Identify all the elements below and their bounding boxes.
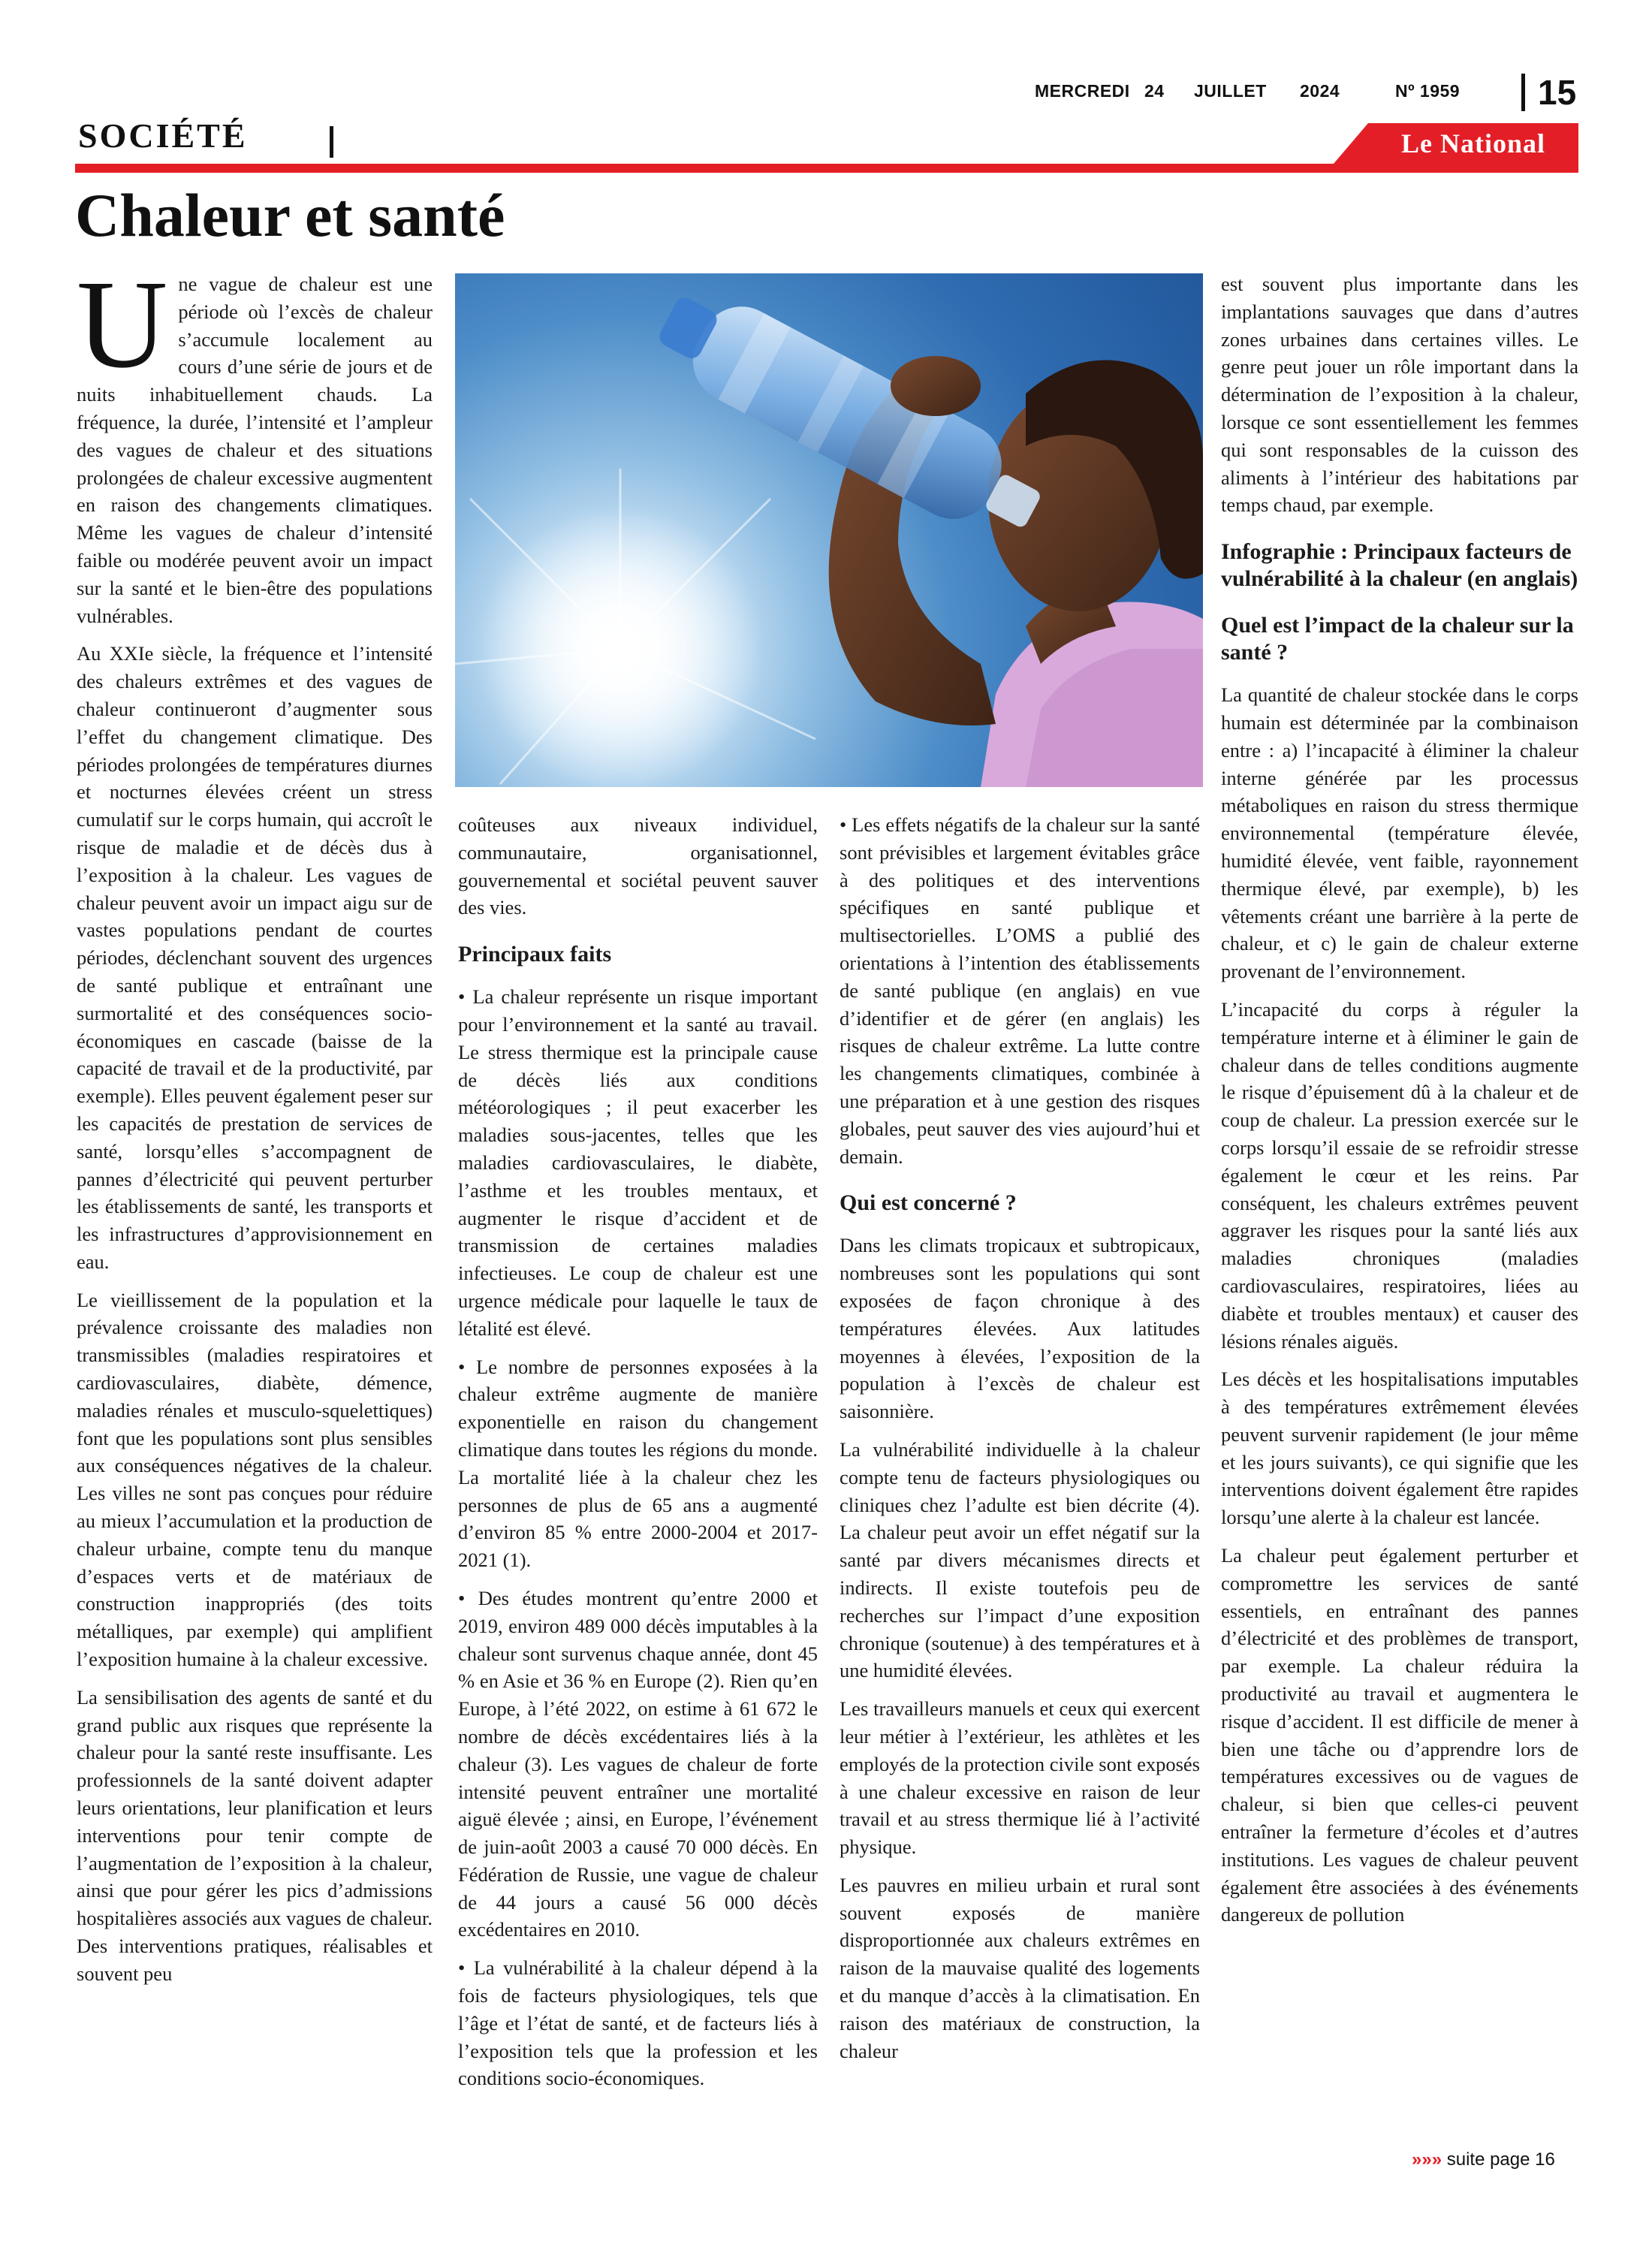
hand (891, 356, 981, 416)
bullet-point: • Des études montrent qu’entre 2000 et 2019, environ 489 000 décès imputables à la chaleur sont survenus chaque année, dont 45 % en Asie et 36 % en Europe (2). Rien qu’en Europe, à l’été 2022, on estime à 61 672 le nombre de décès excédentaires liés à la chaleur (3). Les vagues de chaleur de forte intensité peuvent entraîner une mortalité aiguë élevée ; ainsi, en Europe, l’événement de juin-août 2003 a causé 70 000 décès. En Fédération de Russie, une vague de chaleur de 44 jours a causé 56 000 décès excédentaires en 2010. (458, 1586, 818, 1941)
bullet-point: • La vulnérabilité à la chaleur dépend à la fois de facteurs physiologiques, tels que l’âge et l’état de santé, et de facteurs liés à l’exposition tels que la profession et les conditions socio-économiques. (458, 1956, 818, 2090)
paragraph: coûteuses aux niveaux individuel, communautaire, organisationnel, gouvernemental et sociétal peuvent sauver des vies. (458, 813, 818, 919)
issue-month: JUILLET (1194, 81, 1267, 101)
drop-cap: U (77, 255, 168, 394)
paragraph: Les décès et les hospitalisations imputables à des températures extrêmement élevées peuvent survenir rapidement (le jour même et les jours suivants), ce qui signifie que les interventions doivent également être rapides lorsqu’une alerte à la chaleur est lancée. (1221, 1368, 1578, 1529)
intro-text: ne vague de chaleur est une période où l’excès de chaleur s’accumule localement au cours d’une série de jours et de nuits inhabituellement chauds. La fréquence, la durée, l’intensité et l’ampleur des vagues de chaleur et des situations prolongées de chaleur excessive augmentent en raison des changements climatiques. Même les vagues de chaleur d’intensité faible ou modérée peuvent avoir un impact sur la santé et le bien-être des populations vulnérables. (77, 273, 433, 627)
issue-date: 24 (1144, 81, 1165, 101)
paragraph: La vulnérabilité individuelle à la chaleur compte tenu de facteurs physiologiques ou cliniques chez l’adulte est bien décrite (4). La chaleur peut avoir un effet négatif sur la santé par divers mécanismes directs et indirects. Il existe toutefois peu de recherches sur l’impact d’une exposition chronique (soutenue) à des températures et à une humidité élevées. (840, 1437, 1200, 1682)
paragraph: est souvent plus importante dans les implantations sauvages que dans d’autres zones urbaines dans certaines villes. Le genre peut jouer un rôle important dans la détermination de l’exposition à la chaleur, lorsque ce sont essentiellement les femmes qui sont responsables de la cuisson des aliments à l’intérieur des habitations par temps chaud, par exemple. (1221, 273, 1578, 517)
column-1 (77, 255, 433, 1998)
page-number-divider (1521, 74, 1525, 111)
newspaper-brand: Le National (1400, 128, 1545, 158)
article-photo (455, 273, 1203, 787)
paragraph: Le vieillissement de la population et la prévalence croissante des maladies non transmissibles (maladies respiratoires et cardiovasculaires, diabète, démence, maladies rénales et musculo-squelettiques) font que les populations sont plus sensibles aux conséquences négatives de la chaleur. Les villes ne sont pas conçues pour réduire au mieux l’accumulation et la production de chaleur urbaine, compte tenu du manque d’espaces verts et de matériaux de construction inappropriés (des toits métalliques, par exemple) qui amplifient l’exposition humaine à la chaleur excessive. (77, 1288, 433, 1671)
continued-text: suite page 16 (1446, 2149, 1555, 2170)
paragraph: La sensibilisation des agents de santé et du grand public aux risques que représente la chaleur pour la santé reste insuffisante. Les professionnels de la santé doivent adapter leurs orientations, leur planification et leurs interventions pour tenir compte de l’augmentation de l’exposition à la chaleur, ainsi que pour gérer les pics d’admissions hospitalières associés aux vagues de chaleur. Des interventions pratiques, réalisables et souvent peu (77, 1685, 433, 1985)
intro-paragraph (77, 255, 433, 629)
continued-on[interactable] (1412, 2149, 1555, 2170)
bullet-point: • Les effets négatifs de la chaleur sur la santé sont prévisibles et largement évitables grâce à des politiques et des interventions spécifiques en santé publique et multisectorielles. L’OMS a publié des orientations à l’intention des établissements de santé publique (en anglais) en vue d’identifier et de gérer (en anglais) les risques de chaleur extrême. La lutte contre les changements climatiques, combinée à une préparation et à une gestion des risques globales, peut sauver des vies aujourd’hui et demain. (840, 813, 1200, 1168)
paragraph: La chaleur peut également perturber et compromettre les services de santé essentiels, en entraînant des pannes d’électricité et des problèmes de transport, par exemple. La chaleur réduira la productivité au travail et augmentera le risque d’accident. Il est difficile de mener à bien une tâche ou d’apprendre lors de températures excessives ou de vagues de chaleur, si bien que celles-ci peuvent entraîner la fermeture d’écoles et d’autres institutions. Les vagues de chaleur peuvent également être associées à des événements dangereux de pollution (1221, 1544, 1578, 1926)
bullet-point: • La chaleur représente un risque important pour l’environnement et la santé au travail. Le stress thermique est la principale cause de décès liés aux conditions météorologiques ; il peut exacerber les maladies sous-jacentes, telles que les maladies cardiovasculaires, le diabète, l’asthme et les troubles mentaux, et augmenter le risque d’accident et de transmission de certaines maladies infectieuses. Le coup de chaleur est une urgence médicale pour laquelle le taux de létalité est élevé. (458, 985, 818, 1340)
section-divider (330, 126, 333, 158)
woman-drinking-water-illustration (455, 273, 1203, 787)
subheading: Qui est concerné ? (840, 1190, 1017, 1216)
bullet-point: • Le nombre de personnes exposées à la chaleur extrême augmente de manière exponentielle en raison du changement climatique dans toutes les régions du monde. La mortalité liée à la chaleur chez les personnes de plus de 65 ans a augmenté d’environ 85 % entre 2000-2004 et 2017-2021 (1). (458, 1355, 818, 1572)
subheading: Principaux faits (458, 942, 612, 967)
header-rule (75, 164, 1578, 173)
page-number: 15 (1538, 73, 1577, 112)
infographic-link[interactable]: Infographie : Principaux facteurs de vulnérabilité à la chaleur (en anglais) (1221, 539, 1578, 592)
paragraph: La quantité de chaleur stockée dans le corps humain est déterminée par la combinaison entre : a) l’incapacité à éliminer la chaleur interne générée par les processus métaboliques en raison du stress thermique environnemental (température élevée, humidité élevée, vent faible, rayonnement thermique élevé, par exemple), b) les vêtements créant une barrière à la perte de chaleur, et c) le gain de chaleur externe provenant de l’environnement. (1221, 683, 1578, 983)
article-title: Chaleur et santé (75, 181, 505, 249)
subheading: Quel est l’impact de la chaleur sur la santé ? (1221, 613, 1574, 665)
issue-number: Nº 1959 (1395, 81, 1461, 101)
column-4 (1221, 270, 1578, 1939)
issue-day: MERCREDI (1035, 81, 1130, 101)
paragraph: Au XXIe siècle, la fréquence et l’intensité des chaleurs extrêmes et des vagues de chaleur continueront d’augmenter sous l’effet du changement climatique. Des périodes prolongées de températures diurnes et nocturnes élevées créent un stress cumulatif sur le corps humain, qui accroît le risque de maladie et de décès dus à l’exposition à la chaleur. Les vagues de chaleur peuvent avoir un impact aigu sur de vastes populations pendant de courtes périodes, déclenchant souvent des urgences de santé publique et entraînant une surmortalité et des conséquences socio-économiques en cascade (baisse de la capacité de travail et de la productivité, par exemple). Elles peuvent également peser sur les capacités de prestation de services de santé, lorsqu’elles s’accompagnent de pannes d’électricité qui peuvent perturber les établissements de santé, les transports et les infrastructures d’approvisionnement en eau. (77, 642, 433, 1273)
issue-year: 2024 (1300, 81, 1340, 101)
paragraph: Les pauvres en milieu urbain et rural sont souvent exposés de manière disproportionnée aux chaleurs extrêmes en raison de la mauvaise qualité des logements et du manque d’accès à la climatisation. En raison des matériaux de construction, la chaleur (840, 1873, 1200, 2062)
continue-arrows-icon: »»» (1412, 2149, 1442, 2170)
column-3 (840, 811, 1200, 2075)
paragraph: Dans les climats tropicaux et subtropicaux, nombreuses sont les populations qui sont exposées de façon chronique à des températures élevées. Aux latitudes moyennes à élevées, l’exposition de la population à l’excès de chaleur est saisonnière. (840, 1234, 1200, 1423)
paragraph: Les travailleurs manuels et ceux qui exercent leur métier à l’extérieur, les athlètes et les employés de la protection civile sont exposés à une chaleur excessive en raison de leur travail et au stress thermique lié à l’activité physique. (840, 1697, 1200, 1859)
column-2 (458, 811, 818, 2103)
section-label: SOCIÉTÉ (78, 116, 248, 155)
paragraph: L’incapacité du corps à réguler la température interne et à éliminer le gain de chaleur dans de telles conditions augmente le risque d’épuisement dû à la chaleur et de coup de chaleur. La pression exercée sur le corps lorsqu’il essaie de se refroidir stresse également le cœur et les reins. Par conséquent, les chaleurs extrêmes peuvent aggraver les risques pour la santé liés aux maladies chroniques (maladies cardiovasculaires, respiratoires, liées au diabète et troubles mentaux) et causer des lésions rénales aiguës. (1221, 997, 1578, 1353)
